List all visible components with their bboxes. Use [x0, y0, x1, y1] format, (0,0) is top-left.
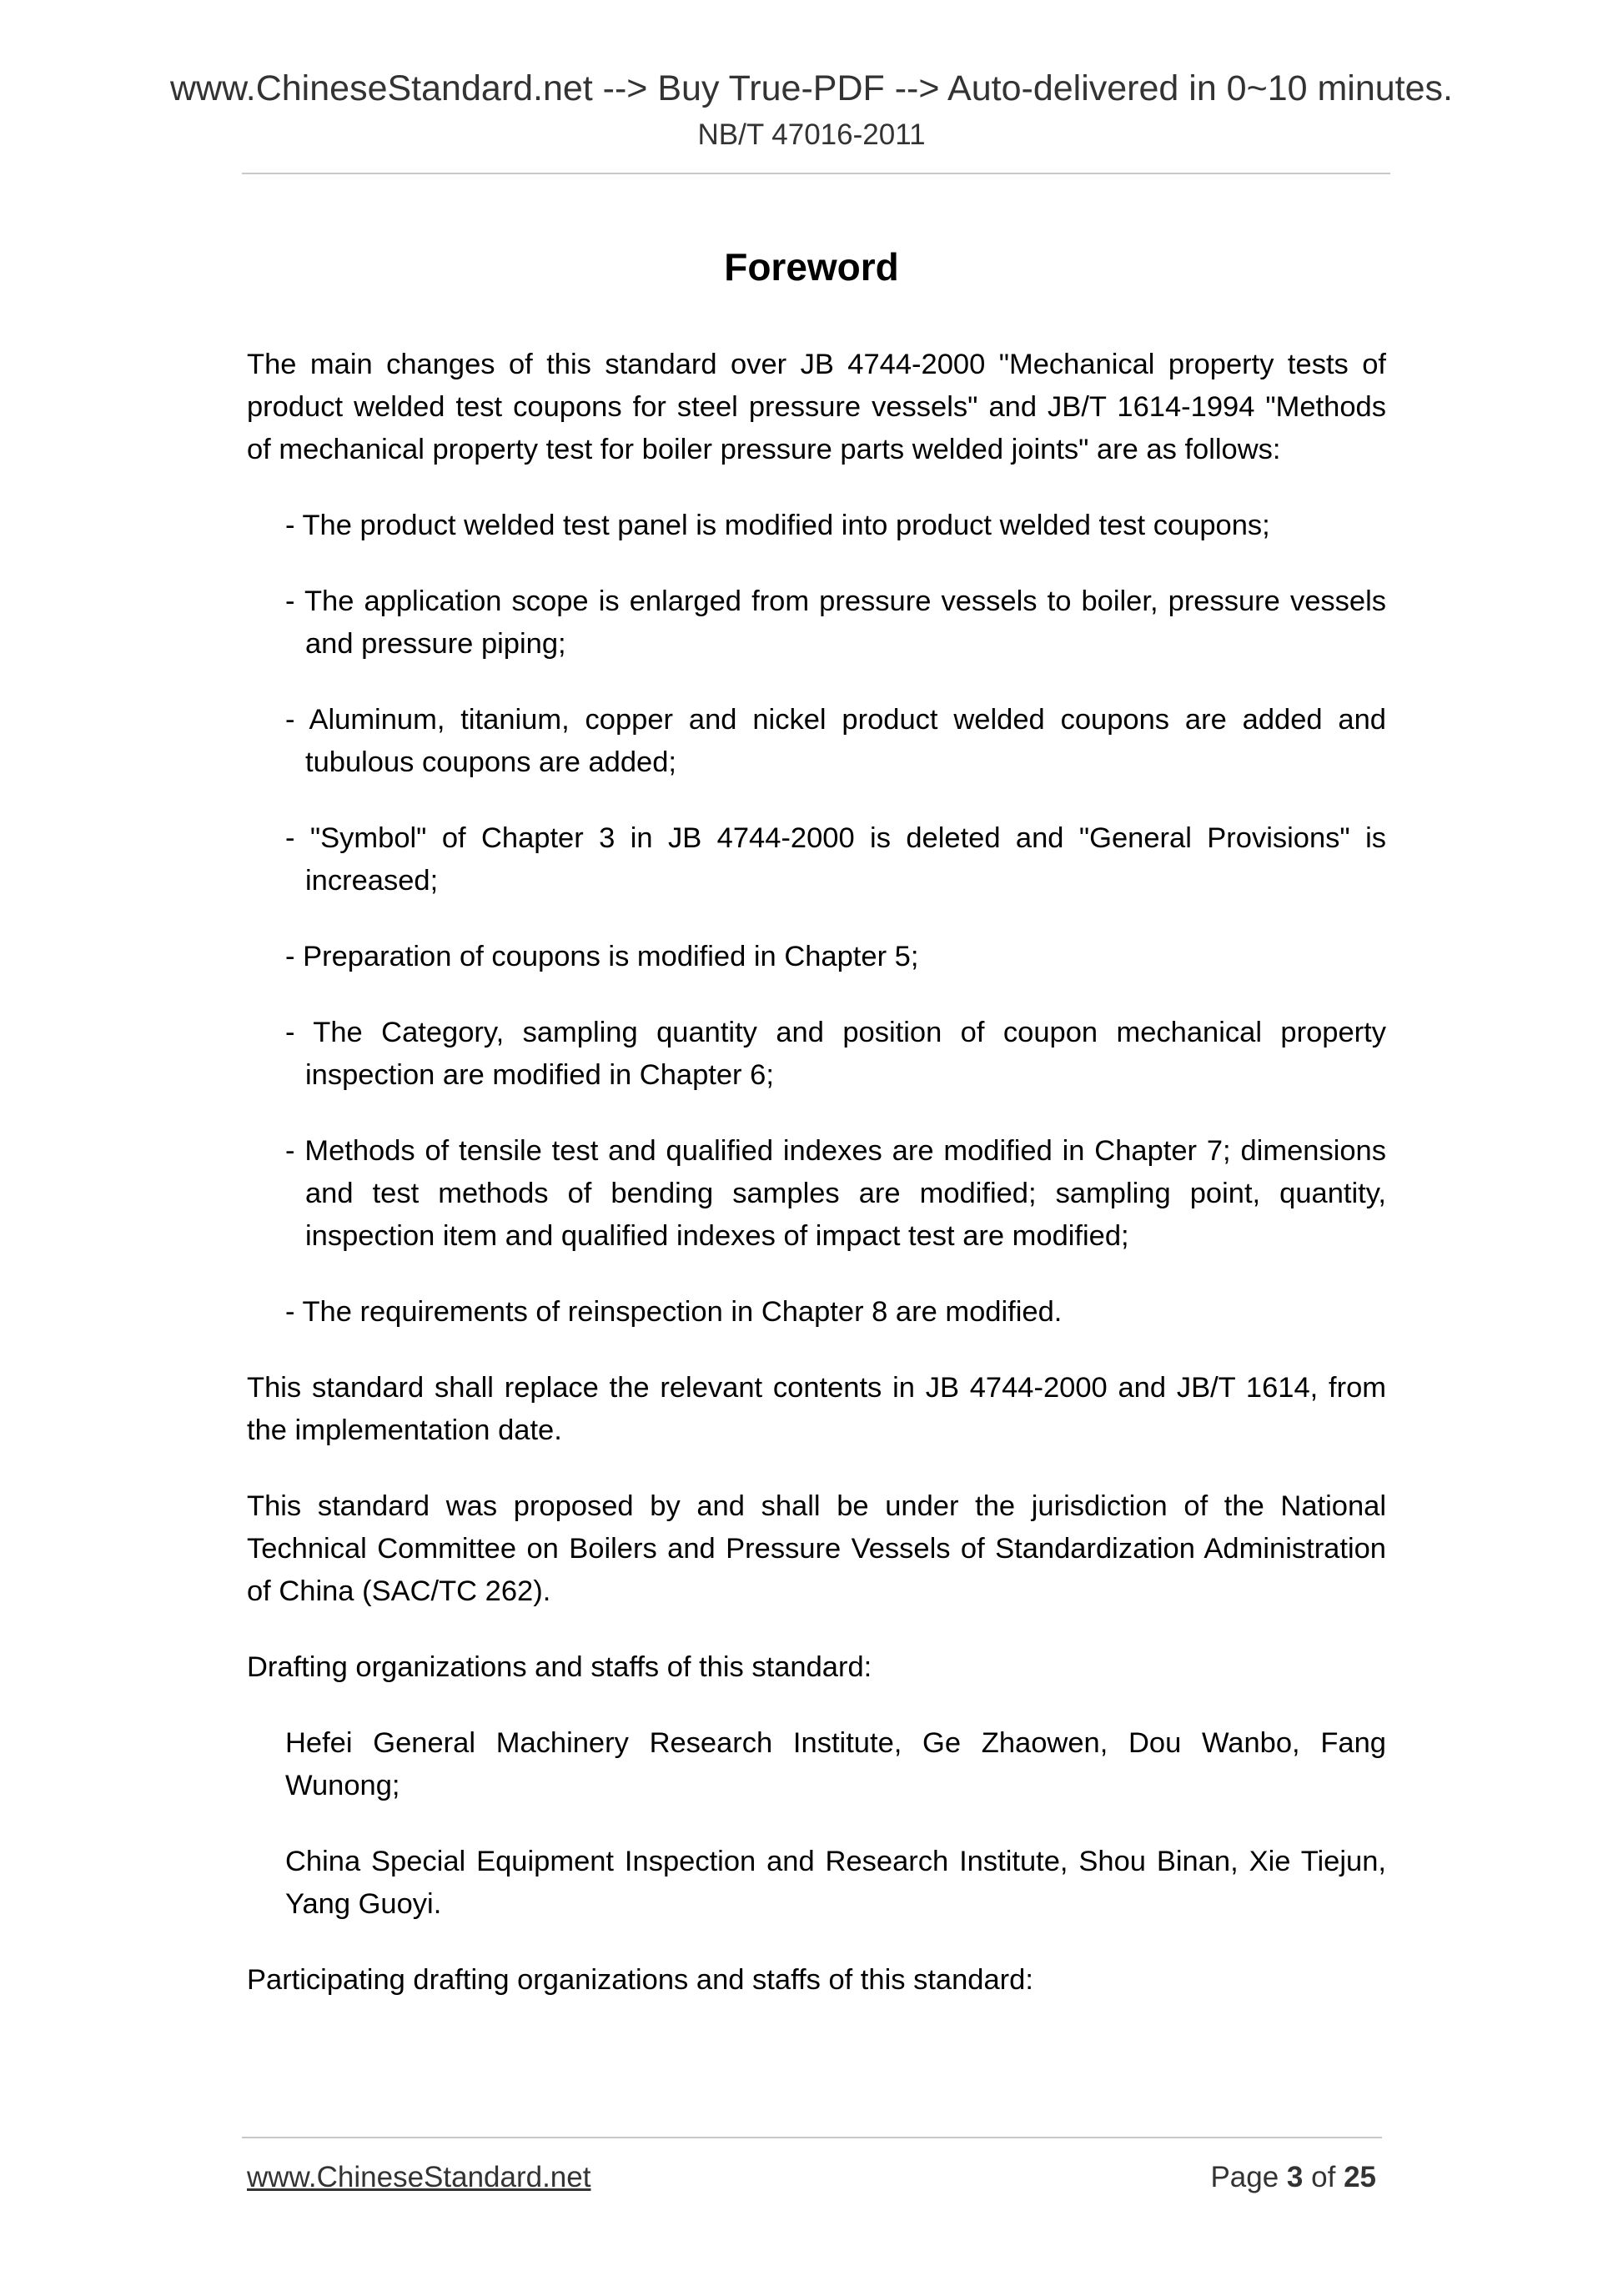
replace-paragraph: This standard shall replace the relevant contents in JB 4744-2000 and JB/T 1614, from the implementation date.: [247, 1372, 1386, 1446]
change-item: - The product welded test panel is modified into product welded test coupons;: [285, 510, 1270, 541]
change-item: - The application scope is enlarged from pressure vessels to boiler, pressure vessels and pressure piping;: [285, 585, 1386, 660]
change-item: - Methods of tensile test and qualified indexes are modified in Chapter 7; dimensions and test methods of bending samples are modified; sampling point, quantity, inspection item and qualified indexes of impact test are modified;: [285, 1135, 1386, 1252]
footer-website-link[interactable]: www.ChineseStandard.net: [247, 2161, 591, 2193]
change-item: - The Category, sampling quantity and position of coupon mechanical property inspection are modified in Chapter 6;: [285, 1017, 1386, 1091]
page-current: 3: [1286, 2161, 1304, 2193]
drafting-heading: Drafting organizations and staffs of this standard:: [247, 1651, 872, 1683]
drafting-org: Hefei General Machinery Research Institute, Ge Zhaowen, Dou Wanbo, Fang Wunong;: [285, 1727, 1386, 1801]
footer-divider: [242, 2137, 1382, 2138]
change-item: - Preparation of coupons is modified in Chapter 5;: [285, 941, 919, 972]
drafting-org: China Special Equipment Inspection and Research Institute, Shou Binan, Xie Tiejun, Yang Guoyi.: [285, 1846, 1386, 1920]
page-indicator: [1210, 2158, 1376, 2197]
change-item: - The requirements of reinspection in Chapter 8 are modified.: [285, 1296, 1063, 1328]
header-banner: www.ChineseStandard.net --> Buy True-PDF --> Auto-delivered in 0~10 minutes.: [169, 68, 1453, 108]
page-prefix: Page: [1210, 2161, 1279, 2193]
proposal-paragraph: This standard was proposed by and shall be under the jurisdiction of the National Technical Committee on Boilers and Pressure Vessels of Standardization Administration of China (SAC/TC 262).: [247, 1490, 1386, 1607]
foreword-body: [247, 344, 1386, 2035]
intro-paragraph: The main changes of this standard over JB 4744-2000 "Mechanical property tests of product welded test coupons for steel pressure vessels" and JB/T 1614-1994 "Methods of mechanical property test for boiler pressure parts welded joints" are as follows:: [247, 349, 1386, 465]
page-total: 25: [1344, 2161, 1376, 2193]
participating-heading: Participating drafting organizations and staffs of this standard:: [247, 1964, 1033, 1996]
change-item: - "Symbol" of Chapter 3 in JB 4744-2000 is deleted and "General Provisions" is increased;: [285, 822, 1386, 897]
change-item: - Aluminum, titanium, copper and nickel product welded coupons are added and tubulous coupons are added;: [285, 704, 1386, 778]
page-of: of: [1311, 2161, 1336, 2193]
standard-code: NB/T 47016-2011: [697, 118, 926, 151]
page-title: Foreword: [724, 245, 899, 289]
header-divider: [242, 173, 1390, 174]
